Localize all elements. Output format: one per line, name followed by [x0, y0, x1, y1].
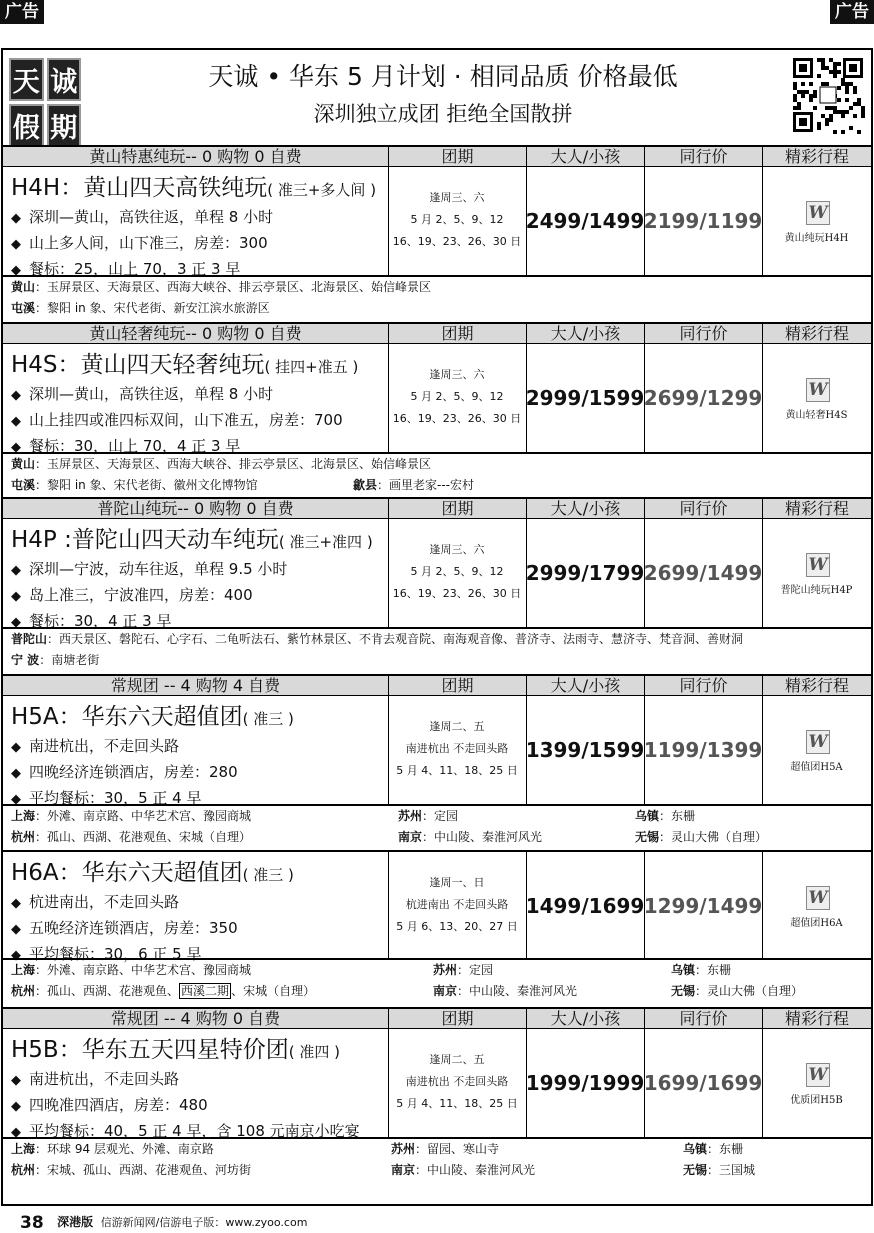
schedule-line: 16、19、23、26、30 日: [392, 235, 522, 248]
tour-section: [3, 322, 871, 497]
itinerary-file-name[interactable]: 优质团H5B: [790, 1095, 843, 1106]
adult-child-price: 2999/1599: [525, 386, 645, 410]
tour-body: [3, 850, 871, 963]
tour-title: [11, 1031, 340, 1064]
scenery-row: [3, 1160, 871, 1181]
scenic-spots: 西天景区、磐陀石、心字石、二龟听法石、紫竹林景区、不肯去观音院、南海观音像、普济寺、法雨寺、慧济寺、梵音洞、善财洞: [59, 632, 744, 646]
tour-body: [3, 696, 871, 807]
category-label: 黄山轻奢纯玩-- 0 购物 0 自费: [89, 324, 302, 343]
logo-char: 天: [9, 58, 44, 101]
feature-item: ◆ 五晚经济连锁酒店，房差：350: [11, 916, 238, 942]
scenic-spots: 环球 94 层观光、外滩、南京路: [47, 1142, 214, 1156]
scenery-list: [3, 627, 871, 671]
scenery-entry: 上海：环球 94 层观光、外滩、南京路: [11, 1142, 214, 1156]
scenic-spots: 中山陵、秦淮河风光: [427, 1163, 536, 1177]
region-name: 上海: [11, 809, 36, 823]
feature-item: ◆ 杭进南出，不走回头路: [11, 890, 238, 916]
feature-list: [11, 734, 238, 812]
region-name: 苏州: [433, 963, 458, 977]
itinerary-link[interactable]: [762, 852, 871, 960]
schedule-cell: [388, 344, 526, 452]
scenery-entry: 无锡：灵山大佛（自理）: [635, 830, 768, 844]
page-number: 38: [20, 1213, 44, 1233]
itinerary-link[interactable]: [762, 167, 871, 275]
feature-item: ◆ 餐标：30，山上 70，4 正 3 早: [11, 434, 343, 460]
adult-child-price: 2999/1799: [525, 561, 645, 585]
col-schedule: 团期: [388, 499, 526, 519]
scenic-spots: 黎阳 in 象、宋代老街、新安江滨水旅游区: [47, 301, 270, 315]
tour-section: [3, 497, 871, 674]
tiancheng-logo: [9, 58, 81, 144]
schedule-cell: [388, 696, 526, 804]
scenery-entry: 上海：外滩、南京路、中华艺术宫、豫园商城: [11, 963, 252, 977]
tour-section: [3, 1007, 871, 1177]
schedule-line: 16、19、23、26、30 日: [392, 412, 522, 425]
schedule-line: 南进杭出 不走回头路: [405, 1075, 509, 1088]
feature-list: [11, 557, 287, 635]
itinerary-link[interactable]: [762, 344, 871, 452]
tour-body: [3, 1029, 871, 1140]
schedule-line: 逢周一、日: [429, 876, 485, 889]
schedule-line: 5 月 4、11、18、25 日: [396, 764, 518, 777]
scenic-spots: 黎阳 in 象、宋代老街、徽州文化博物馆: [47, 478, 258, 492]
itinerary-file-name[interactable]: 超值团H6A: [790, 918, 843, 929]
col-peer-price: 同行价: [644, 324, 762, 344]
feature-item: ◆ 深圳—宁波，动车往返，单程 9.5 小时: [11, 557, 287, 583]
scenic-spots: 南塘老街: [51, 653, 100, 667]
col-peer-price: 同行价: [644, 147, 762, 167]
scenic-spots: 孤山、西湖、花港观鱼、宋城（自理）: [47, 830, 252, 844]
section-header-bar: [3, 1007, 871, 1029]
word-doc-icon[interactable]: W: [806, 886, 830, 910]
tour-section: [3, 674, 871, 850]
scenery-entry: 苏州：留园、寒山寺: [391, 1142, 500, 1156]
scenery-entry: 屯溪：黎阳 in 象、宋代老街、新安江滨水旅游区: [11, 301, 270, 315]
feature-item: ◆ 山上多人间，山下准三，房差：300: [11, 231, 273, 257]
scenic-spots: 东栅: [719, 1142, 744, 1156]
scenery-entry: 南京：中山陵、秦淮河风光: [433, 984, 578, 998]
tour-code-title: H4H：黄山四天高铁纯玩: [11, 175, 268, 201]
qr-code-icon: [791, 56, 865, 134]
schedule-line: 5 月 2、5、9、12: [410, 213, 504, 226]
tour-body: [3, 167, 871, 278]
scenic-spots: 东栅: [707, 963, 732, 977]
scenery-row: [3, 454, 871, 475]
itinerary-link[interactable]: [762, 1029, 871, 1137]
tour-hotel-note: ( 挂四+准五 ): [264, 358, 359, 376]
region-name: 无锡: [671, 984, 696, 998]
col-itinerary: 精彩行程: [762, 1009, 871, 1029]
feature-item: ◆ 深圳—黄山，高铁往返，单程 8 小时: [11, 382, 343, 408]
section-header-bar: [3, 497, 871, 519]
scenic-spots: 灵山大佛（自理）: [707, 984, 804, 998]
col-price: 大人/小孩: [526, 324, 644, 344]
feature-list: [11, 890, 238, 968]
itinerary-file-name[interactable]: 超值团H5A: [790, 762, 843, 773]
col-itinerary: 精彩行程: [762, 147, 871, 167]
category-label: 普陀山纯玩-- 0 购物 0 自费: [97, 499, 294, 518]
tour-title: [11, 521, 373, 554]
schedule-line: 逢周二、五: [429, 720, 485, 733]
region-name: 南京: [398, 830, 423, 844]
scenery-entry: 杭州：孤山、西湖、花港观鱼、宋城（自理）: [11, 830, 252, 844]
scenic-spots: 灵山大佛（自理）: [671, 830, 768, 844]
scenery-entry: 乌镇：东栅: [635, 809, 696, 823]
region-name: 无锡: [683, 1163, 708, 1177]
peer-price: 1299/1499: [643, 894, 763, 918]
tour-code-title: H4S：黄山四天轻奢纯玩: [11, 352, 265, 378]
region-name: 屯溪: [11, 478, 36, 492]
feature-item: ◆ 山上挂四或准四标双间，山下准五，房差：700: [11, 408, 343, 434]
region-name: 无锡: [635, 830, 660, 844]
scenery-row: [3, 806, 871, 827]
scenery-entry: 屯溪：黎阳 in 象、宋代老街、徽州文化博物馆: [11, 478, 258, 492]
schedule-line: 5 月 2、5、9、12: [410, 565, 504, 578]
scenery-entry: 普陀山：西天景区、磐陀石、心字石、二龟听法石、紫竹林景区、不肯去观音院、南海观音像、普济寺、法雨寺、慧济寺、梵音洞、善财洞: [11, 632, 744, 646]
scenery-row: [3, 827, 871, 848]
col-schedule: 团期: [388, 147, 526, 167]
scenic-spots: 玉屏景区、天海景区、西海大峡谷、排云亭景区、北海景区、始信峰景区: [47, 280, 432, 294]
feature-item: ◆ 四晚准四酒店，房差：480: [11, 1093, 360, 1119]
scenic-spots: 定园: [469, 963, 494, 977]
peer-price: 2199/1199: [643, 209, 763, 233]
col-peer-price: 同行价: [644, 1009, 762, 1029]
feature-item: ◆ 南进杭出，不走回头路: [11, 734, 238, 760]
region-name: 宁 波: [11, 653, 40, 667]
highlighted-spot: 西溪二期: [181, 984, 230, 998]
scenery-entry: 杭州：宋城、孤山、西湖、花港观鱼、河坊街: [11, 1163, 252, 1177]
col-price: 大人/小孩: [526, 1009, 644, 1029]
tour-hotel-note: ( 准四 ): [288, 1043, 340, 1061]
schedule-cell: [388, 519, 526, 627]
scenery-entry: 上海：外滩、南京路、中华艺术宫、豫园商城: [11, 809, 252, 823]
category-label: 常规团 -- 4 购物 0 自费: [110, 1009, 281, 1028]
scenery-list: [3, 804, 871, 848]
scenic-spots: 孤山、西湖、花港观鱼、: [47, 984, 180, 998]
scenery-entry: 乌镇：东栅: [671, 963, 732, 977]
word-doc-icon[interactable]: W: [806, 553, 830, 577]
peer-price: 1699/1699: [643, 1071, 763, 1095]
scenery-entry: 黄山：玉屏景区、天海景区、西海大峡谷、排云亭景区、北海景区、始信峰景区: [11, 457, 432, 471]
word-doc-icon[interactable]: W: [806, 1063, 830, 1087]
schedule-cell: [388, 852, 526, 960]
word-doc-icon[interactable]: W: [806, 201, 830, 225]
scenery-row: [3, 1139, 871, 1160]
scenery-row: [3, 650, 871, 671]
peer-price: 2699/1299: [643, 386, 763, 410]
page-title: 天诚 • 华东 5 月计划 · 相同品质 价格最低: [208, 62, 678, 91]
region-name: 杭州: [11, 1163, 36, 1177]
scenic-spots: 东栅: [671, 809, 696, 823]
tour-hotel-note: ( 准三+准四 ): [278, 533, 373, 551]
feature-item: ◆ 餐标：25，山上 70，3 正 3 早: [11, 257, 273, 283]
feature-item: ◆ 餐标：30，4 正 3 早: [11, 609, 287, 635]
itinerary-file-name[interactable]: 黄山纯玩H4H: [784, 233, 849, 244]
region-name: 苏州: [391, 1142, 416, 1156]
ad-label-right: 广告: [830, 0, 874, 24]
tour-section: [3, 850, 871, 1007]
region-name: 歙县: [353, 478, 378, 492]
region-name: 南京: [391, 1163, 416, 1177]
tour-section: [3, 145, 871, 322]
schedule-line: 5 月 2、5、9、12: [410, 390, 504, 403]
page-subtitle: 深圳独立成团 拒绝全国散拼: [313, 102, 573, 126]
itinerary-file-name[interactable]: 普陀山纯玩H4P: [780, 585, 853, 596]
scenery-entry: 乌镇：东栅: [683, 1142, 744, 1156]
feature-item: ◆ 南进杭出，不走回头路: [11, 1067, 360, 1093]
section-header-bar: [3, 145, 871, 167]
col-price: 大人/小孩: [526, 676, 644, 696]
scenery-row: [3, 475, 871, 496]
scenery-entry: 黄山：玉屏景区、天海景区、西海大峡谷、排云亭景区、北海景区、始信峰景区: [11, 280, 432, 294]
section-header-bar: [3, 322, 871, 344]
scenery-list: [3, 958, 871, 1002]
adult-child-price: 1999/1999: [525, 1071, 645, 1095]
peer-price: 1199/1399: [643, 738, 763, 762]
tour-hotel-note: ( 准三 ): [242, 710, 294, 728]
schedule-line: 逢周三、六: [429, 543, 485, 556]
feature-list: [11, 382, 343, 460]
scenery-row: [3, 629, 871, 650]
feature-item: ◆ 平均餐标：30，6 正 5 早: [11, 942, 238, 968]
col-schedule: 团期: [388, 324, 526, 344]
col-itinerary: 精彩行程: [762, 499, 871, 519]
region-name: 杭州: [11, 984, 36, 998]
tour-title: [11, 854, 294, 887]
col-schedule: 团期: [388, 1009, 526, 1029]
tour-code-title: H4P :普陀山四天动车纯玩: [11, 527, 279, 553]
schedule-line: 5 月 6、13、20、27 日: [396, 920, 518, 933]
col-peer-price: 同行价: [644, 499, 762, 519]
scenery-row: [3, 960, 871, 981]
page-footer: [20, 1213, 307, 1233]
tour-body: [3, 519, 871, 630]
schedule-line: 16、19、23、26、30 日: [392, 587, 522, 600]
schedule-line: 逢周三、六: [429, 191, 485, 204]
scenic-spots: 三国城: [719, 1163, 756, 1177]
scenery-row: [3, 981, 871, 1002]
col-itinerary: 精彩行程: [762, 676, 871, 696]
adult-child-price: 2499/1499: [525, 209, 645, 233]
scenic-spots: 外滩、南京路、中华艺术宫、豫园商城: [47, 809, 252, 823]
feature-item: ◆ 平均餐标：40，5 正 4 早，含 108 元南京小吃宴: [11, 1119, 360, 1145]
region-name: 上海: [11, 1142, 36, 1156]
region-name: 乌镇: [635, 809, 660, 823]
scenery-entry: 苏州：定园: [433, 963, 494, 977]
tour-title: [11, 346, 358, 379]
tour-code-title: H6A：华东六天超值团: [11, 860, 243, 886]
feature-item: ◆ 岛上准三，宁波准四，房差：400: [11, 583, 287, 609]
region-name: 黄山: [11, 280, 36, 294]
itinerary-link[interactable]: [762, 519, 871, 627]
tour-hotel-note: ( 准三+多人间 ): [267, 181, 377, 199]
feature-item: ◆ 平均餐标：30，5 正 4 早: [11, 786, 238, 812]
itinerary-link[interactable]: [762, 696, 871, 804]
region-name: 屯溪: [11, 301, 36, 315]
category-label: 黄山特惠纯玩-- 0 购物 0 自费: [89, 147, 302, 166]
schedule-line: 南进杭出 不走回头路: [405, 742, 509, 755]
feature-list: [11, 205, 273, 283]
col-price: 大人/小孩: [526, 499, 644, 519]
schedule-line: 杭进南出 不走回头路: [405, 898, 509, 911]
col-schedule: 团期: [388, 676, 526, 696]
scenery-entry: 无锡：三国城: [683, 1163, 756, 1177]
scenery-entry: 杭州：孤山、西湖、花港观鱼、 西溪二期 、宋城（自理）: [11, 984, 316, 998]
scenic-spots: 外滩、南京路、中华艺术宫、豫园商城: [47, 963, 252, 977]
itinerary-file-name[interactable]: 黄山轻奢H4S: [785, 410, 848, 421]
edition-label: 深港版: [57, 1215, 94, 1229]
schedule-line: 逢周三、六: [429, 368, 485, 381]
scenery-entry: 南京：中山陵、秦淮河风光: [391, 1163, 536, 1177]
region-name: 苏州: [398, 809, 423, 823]
tour-title: [11, 698, 294, 731]
scenic-spots: 留园、寒山寺: [427, 1142, 500, 1156]
feature-item: ◆ 四晚经济连锁酒店，房差：280: [11, 760, 238, 786]
region-name: 上海: [11, 963, 36, 977]
col-price: 大人/小孩: [526, 147, 644, 167]
scenic-spots: 定园: [434, 809, 459, 823]
scenery-entry: 南京：中山陵、秦淮河风光: [398, 830, 543, 844]
feature-list: [11, 1067, 360, 1145]
footer-site: 信游新闻网/信游电子版：www.zyoo.com: [100, 1216, 308, 1229]
region-name: 乌镇: [683, 1142, 708, 1156]
adult-child-price: 1499/1699: [525, 894, 645, 918]
scenery-row: [3, 277, 871, 298]
tour-code-title: H5A：华东六天超值团: [11, 704, 243, 730]
scenery-entry: 无锡：灵山大佛（自理）: [671, 984, 804, 998]
schedule-line: 逢周二、五: [429, 1053, 485, 1066]
region-name: 黄山: [11, 457, 36, 471]
col-itinerary: 精彩行程: [762, 324, 871, 344]
adult-child-price: 1399/1599: [525, 738, 645, 762]
logo-char: 假: [9, 104, 44, 147]
region-name: 乌镇: [671, 963, 696, 977]
region-name: 杭州: [11, 830, 36, 844]
scenery-entry: 歙县：画里老家---宏村: [353, 478, 475, 492]
scenic-spots: 中山陵、秦淮河风光: [469, 984, 578, 998]
tour-title: [11, 169, 376, 202]
schedule-cell: [388, 1029, 526, 1137]
section-header-bar: [3, 674, 871, 696]
scenery-list: [3, 1137, 871, 1181]
brochure: [1, 48, 873, 1206]
scenic-spots: 宋城、孤山、西湖、花港观鱼、河坊街: [47, 1163, 252, 1177]
schedule-cell: [388, 167, 526, 275]
feature-item: ◆ 深圳—黄山，高铁往返，单程 8 小时: [11, 205, 273, 231]
peer-price: 2699/1499: [643, 561, 763, 585]
scenery-list: [3, 452, 871, 496]
tour-code-title: H5B：华东五天四星特价团: [11, 1037, 289, 1063]
scenery-row: [3, 298, 871, 319]
word-doc-icon[interactable]: W: [806, 730, 830, 754]
ad-label-left: 广告: [0, 0, 44, 24]
brochure-header: [3, 50, 871, 145]
scenery-list: [3, 275, 871, 319]
word-doc-icon[interactable]: W: [806, 378, 830, 402]
col-peer-price: 同行价: [644, 676, 762, 696]
schedule-line: 5 月 4、11、18、25 日: [396, 1097, 518, 1110]
tour-body: [3, 344, 871, 455]
logo-char: 期: [47, 104, 82, 147]
scenic-spots-tail: 、宋城（自理）: [231, 984, 316, 998]
region-name: 南京: [433, 984, 458, 998]
category-label: 常规团 -- 4 购物 4 自费: [110, 676, 281, 695]
scenic-spots: 中山陵、秦淮河风光: [434, 830, 543, 844]
scenery-entry: 宁 波：南塘老街: [11, 653, 100, 667]
scenic-spots: 玉屏景区、天海景区、西海大峡谷、排云亭景区、北海景区、始信峰景区: [47, 457, 432, 471]
tour-hotel-note: ( 准三 ): [242, 866, 294, 884]
logo-char: 诚: [47, 58, 82, 101]
region-name: 普陀山: [11, 632, 48, 646]
scenery-entry: 苏州：定园: [398, 809, 459, 823]
scenic-spots: 画里老家---宏村: [389, 478, 475, 492]
